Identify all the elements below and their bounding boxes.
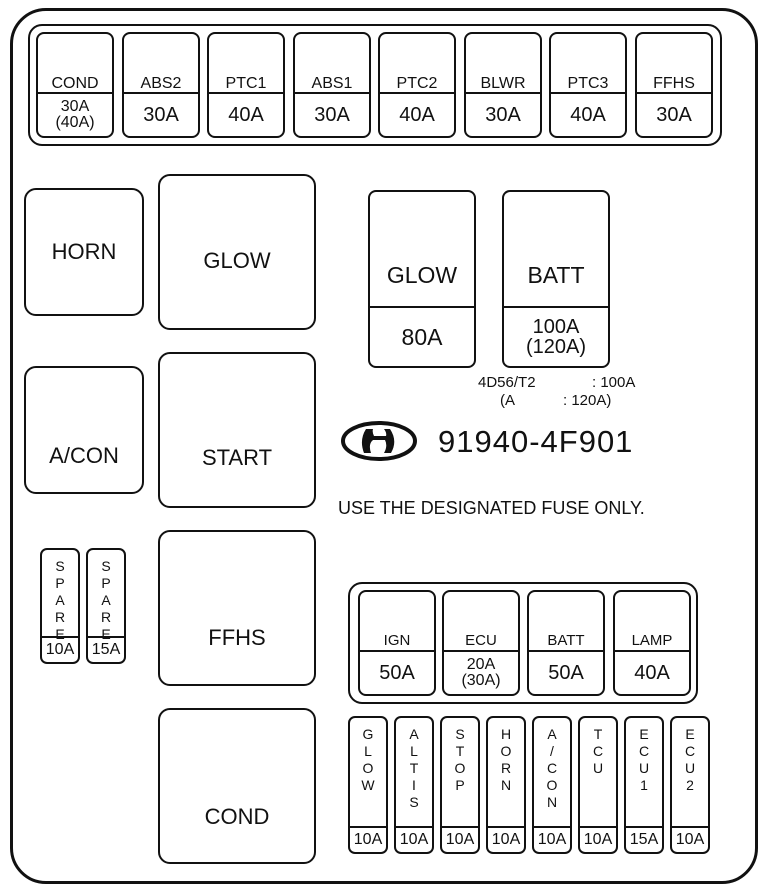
fuse-label: PTC1	[225, 75, 267, 92]
label-letter: 1	[640, 777, 648, 793]
fuse-batt-label: BATT	[527, 261, 585, 288]
label-letter: C	[684, 743, 696, 759]
label-letter: O	[362, 760, 374, 776]
label-letter: G	[362, 726, 374, 742]
label-letter: T	[455, 743, 465, 759]
fuse-label: BATT	[547, 632, 585, 649]
relay-acon-label: A/CON	[49, 443, 119, 468]
label-letter: W	[361, 777, 375, 793]
label-letter: S	[455, 726, 465, 742]
fuse-label: FFHS	[653, 75, 695, 92]
fuse-rating: 30A	[485, 104, 521, 126]
label-letter: S	[409, 794, 419, 810]
fuse-batt-rating: 100A	[532, 316, 580, 338]
fuse-top-abs1[interactable]	[293, 32, 371, 138]
fuse-rating: 10A	[491, 831, 521, 848]
fuse-top-ffhs[interactable]	[635, 32, 713, 138]
fuse-mini-ecu1[interactable]	[624, 716, 664, 854]
label-letter: O	[546, 777, 558, 793]
note-line2-right: : 120A)	[563, 392, 612, 409]
fuse-rating: 10A	[537, 831, 567, 848]
label-letter: S	[101, 558, 111, 574]
fuse-label: IGN	[383, 632, 411, 649]
fuse-rating: 50A	[548, 662, 584, 684]
label-letter: /	[550, 743, 554, 759]
fuse-vertical-label	[580, 726, 616, 777]
label-letter: P	[55, 575, 65, 591]
label-letter: A	[101, 592, 111, 608]
fuse-rating: 10A	[353, 831, 383, 848]
fuse-rating: 20A	[466, 656, 496, 673]
label-letter: E	[685, 726, 695, 742]
note-line1-right: : 100A	[592, 374, 636, 391]
fuse-mid-ecu[interactable]	[442, 590, 520, 696]
note-line2-left: (A	[500, 392, 515, 409]
fuse-vertical-label	[488, 726, 524, 794]
relay-cond[interactable]	[158, 708, 316, 864]
fuse-spare-10a[interactable]	[40, 548, 80, 664]
fuse-vertical-label	[626, 726, 662, 794]
fuse-rating: 30A	[314, 104, 350, 126]
fuse-top-ptc2[interactable]	[378, 32, 456, 138]
fuse-vertical-label	[88, 558, 124, 643]
fuse-rating-alt: (40A)	[55, 114, 95, 131]
relay-ffhs-label: FFHS	[208, 625, 266, 650]
fuse-top-ptc3[interactable]	[549, 32, 627, 138]
fuse-vertical-label	[396, 726, 432, 811]
part-number: 91940-4F901	[438, 424, 634, 459]
label-letter: P	[455, 777, 465, 793]
label-letter: C	[638, 743, 650, 759]
fuse-label: BLWR	[480, 75, 526, 92]
fuse-batt-rating-alt: (120A)	[525, 336, 587, 358]
fuse-rating: 10A	[399, 831, 429, 848]
fuse-spare-15a[interactable]	[86, 548, 126, 664]
fuse-top-ptc1[interactable]	[207, 32, 285, 138]
label-letter: A	[547, 726, 557, 742]
label-letter: L	[364, 743, 372, 759]
fuse-mini-acon[interactable]	[532, 716, 572, 854]
label-letter: U	[592, 760, 604, 776]
fuse-vertical-label	[42, 558, 78, 643]
label-letter: E	[55, 626, 65, 642]
label-letter: A	[409, 726, 419, 742]
fuse-top-abs2[interactable]	[122, 32, 200, 138]
label-letter: N	[500, 777, 512, 793]
fuse-rating: 10A	[445, 831, 475, 848]
label-letter: L	[410, 743, 418, 759]
fuse-label: ABS2	[140, 75, 182, 92]
label-letter: C	[546, 760, 558, 776]
fuse-rating: 15A	[629, 831, 659, 848]
fuse-rating: 40A	[228, 104, 264, 126]
label-letter: U	[684, 760, 696, 776]
fuse-mid-ign[interactable]	[358, 590, 436, 696]
fuse-glow-rating: 80A	[401, 323, 443, 350]
fuse-mini-tcu[interactable]	[578, 716, 618, 854]
label-letter: O	[500, 743, 512, 759]
fuse-label: COND	[51, 75, 99, 92]
relay-cond-label: COND	[204, 804, 270, 829]
fuse-label: ABS1	[311, 75, 353, 92]
fuse-mini-altis[interactable]	[394, 716, 434, 854]
label-letter: T	[409, 760, 419, 776]
fuse-rating: 40A	[570, 104, 606, 126]
label-letter: 2	[686, 777, 694, 793]
label-letter: N	[546, 794, 558, 810]
relay-horn-label: HORN	[51, 239, 117, 264]
relay-ffhs[interactable]	[158, 530, 316, 686]
fuse-mini-glow[interactable]	[348, 716, 388, 854]
label-letter: A	[55, 592, 65, 608]
fuse-rating: 10A	[675, 831, 705, 848]
fuse-label: ECU	[465, 632, 497, 649]
label-letter: R	[100, 609, 112, 625]
label-letter: E	[101, 626, 111, 642]
relay-start-label: START	[201, 445, 273, 470]
fuse-rating: 40A	[399, 104, 435, 126]
fuse-vertical-label	[534, 726, 570, 811]
fuse-mini-stop[interactable]	[440, 716, 480, 854]
fuse-glow-label: GLOW	[386, 261, 458, 288]
label-letter: R	[54, 609, 66, 625]
fuse-label: PTC2	[396, 75, 438, 92]
note-line1-left: 4D56/T2	[478, 374, 536, 391]
fuse-mini-ecu2[interactable]	[670, 716, 710, 854]
fuse-rating-alt: (30A)	[461, 672, 501, 689]
fuse-mini-horn[interactable]	[486, 716, 526, 854]
label-letter: T	[593, 726, 603, 742]
relay-horn[interactable]	[24, 188, 144, 316]
relay-glow[interactable]	[158, 174, 316, 330]
fuse-rating: 50A	[379, 662, 415, 684]
fuse-mid-lamp[interactable]	[613, 590, 691, 696]
relay-glow-label: GLOW	[203, 248, 271, 273]
relay-acon[interactable]	[24, 366, 144, 494]
brand-logo-icon	[340, 420, 418, 462]
fuse-rating: 10A	[583, 831, 613, 848]
fuse-label: LAMP	[631, 632, 673, 649]
fuse-batt-100a[interactable]	[502, 190, 610, 368]
fuse-vertical-label	[350, 726, 386, 794]
fuse-glow-80a[interactable]	[368, 190, 476, 368]
warning-text: USE THE DESIGNATED FUSE ONLY.	[338, 498, 645, 518]
fuse-label: PTC3	[567, 75, 609, 92]
label-letter: U	[638, 760, 650, 776]
fuse-rating: 30A	[60, 98, 90, 115]
label-letter: H	[500, 726, 512, 742]
fuse-top-blwr[interactable]	[464, 32, 542, 138]
label-letter: R	[500, 760, 512, 776]
fuse-vertical-label	[442, 726, 478, 794]
fuse-rating: 15A	[91, 641, 121, 658]
label-letter: C	[592, 743, 604, 759]
label-letter: O	[454, 760, 466, 776]
fuse-vertical-label	[672, 726, 708, 794]
fuse-rating: 30A	[143, 104, 179, 126]
label-letter: S	[55, 558, 65, 574]
fuse-mid-batt[interactable]	[527, 590, 605, 696]
fuse-rating: 40A	[634, 662, 670, 684]
label-letter: E	[639, 726, 649, 742]
label-letter: I	[412, 777, 416, 793]
fuse-top-cond[interactable]	[36, 32, 114, 138]
fuse-rating: 30A	[656, 104, 692, 126]
fuse-rating: 10A	[45, 641, 75, 658]
relay-start[interactable]	[158, 352, 316, 508]
label-letter: P	[101, 575, 111, 591]
